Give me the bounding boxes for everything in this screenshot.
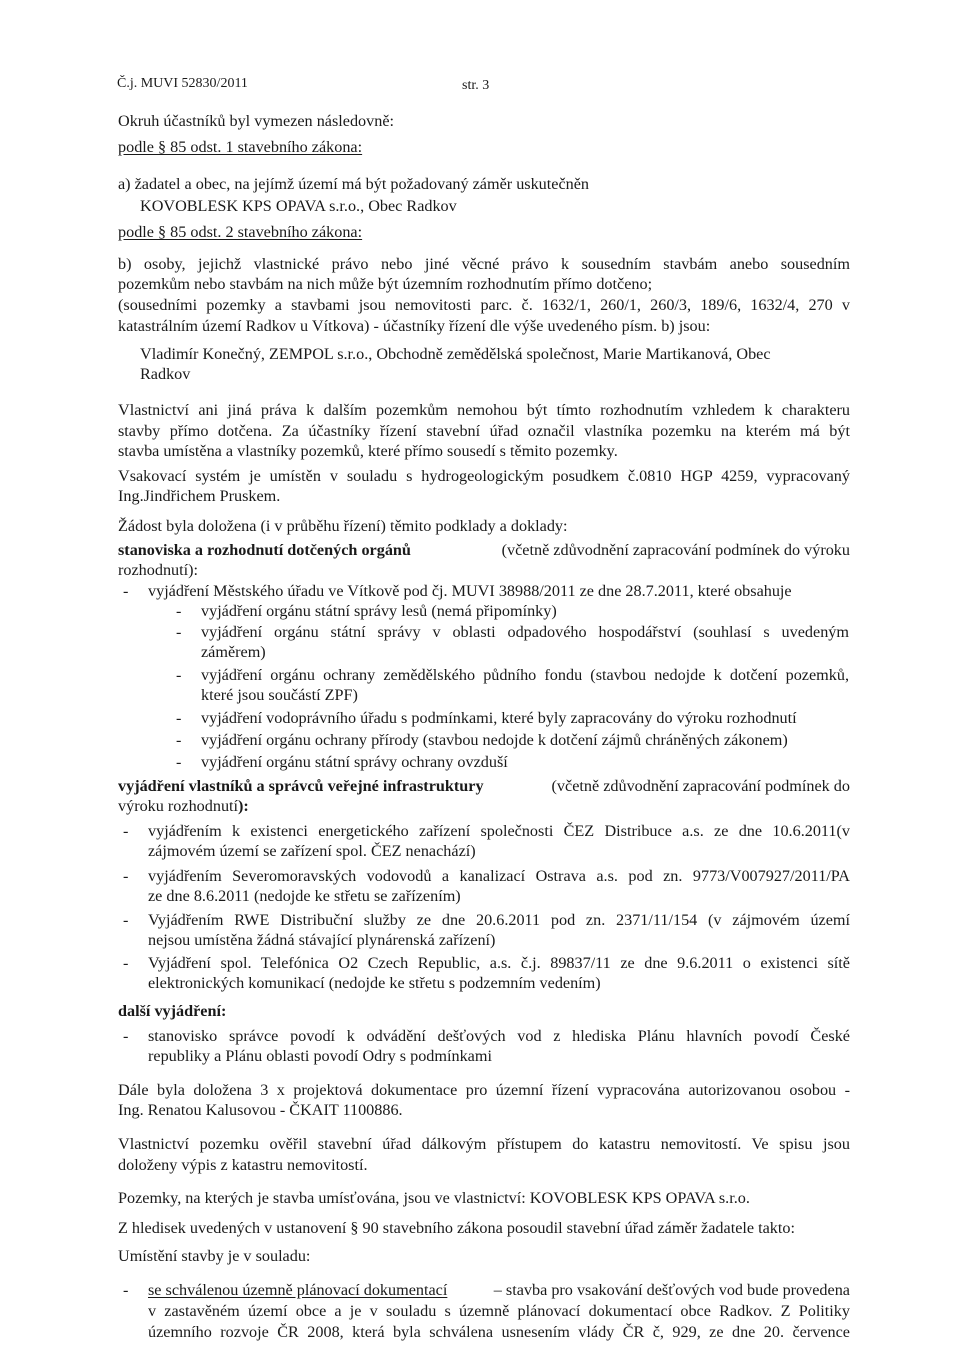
drainage-paragraph-line: Vsakovací systém je umístěn v souladu s hydrogeologickým posudkem č.0810 HGP 4259, vypracovaný [118,467,850,485]
section-b-line: katastrálním území Radkov u Vítkova) - účastníky řízení dle výše uvedeného písm. b) jsou: [118,317,711,335]
drainage-paragraph-line: Ing.Jindřichem Pruskem. [118,487,281,505]
bullet-dash: - [123,954,129,972]
bullet-dash: - [123,867,129,885]
infrastructure-item: zájmovém území se zařízení spol. ČEZ nenachází) [148,842,476,860]
section-b-parties: Radkov [140,365,191,383]
document-reference: Č.j. MUVI 52830/2011 [117,76,248,91]
bullet-dash: - [176,731,182,749]
infrastructure-rest-plain: výroku rozhodnutí [118,797,239,815]
stanoviska-sub-item: vyjádření orgánu státní správy lesů (nemá připomínky) [201,602,557,620]
intro-line: Okruh účastníků byl vymezen následovně: [118,112,395,130]
request-line: Žádost byla doložena (i v průběhu řízení) těmito podklady a doklady: [118,517,568,535]
other-item: stanovisko správce povodí k odvádění dešťových vod z hlediska Plánu hlavních povodí České [148,1027,850,1045]
bullet-dash: - [123,911,129,929]
stanoviska-sub-item: vyjádření orgánu ochrany zemědělského půdního fondu (stavbou nedojde k dotčení pozemků, [201,666,849,684]
plan-line [148,1280,850,1300]
section-a-line: a) žadatel a obec, na jejímž území má být požadovaný záměr uskutečněn [118,175,590,193]
assessment-line: Z hledisek uvedených v ustanovení § 90 stavebního zákona posoudil stavební úřad záměr žadatele takto: [118,1219,795,1237]
bullet-dash: - [176,709,182,727]
infrastructure-item: ze dne 8.6.2011 (nedojde ke střetu se zařízením) [148,887,461,905]
infrastructure-item: nejsou umístěna žádná stávající plynárenská zařízení) [148,931,496,949]
infrastructure-item: vyjádřením Severomoravských vodovodů a kanalizací Ostrava a.s. pod zn. 9773/V007927/2011/PA [148,867,850,885]
other-item: republiky a Plánu oblasti povodí Odry s podmínkami [148,1047,492,1065]
bullet-dash: - [176,602,182,620]
section-b-line: pozemkům nebo stavbám na nich může být územním rozhodnutím přímo dotčeno; [118,275,653,293]
infrastructure-bold: vyjádření vlastníků a správců veřejné infrastruktury [118,777,484,795]
infrastructure-rest: (včetně zdůvodnění zapracování podmínek do [551,777,850,795]
infrastructure-rest-bold: ): [238,797,249,815]
documentation-line: Dále byla doložena 3 x projektová dokumentace pro územní řízení vypracována autorizovanou osobou - [118,1081,850,1099]
section-b-line: (sousedními pozemky a stavbami jsou nemovitosti parc. č. 1632/1, 260/1, 260/3, 189/6, 1632/4, 270 v [118,296,850,314]
plan-rest: – stavba pro vsakování dešťových vod bude provedena [493,1281,850,1299]
infrastructure-item: elektronických komunikací (nedojde ke střetu s podzemním vedením) [148,974,601,992]
stanoviska-rest: (včetně zdůvodnění zapracování podmínek do výroku [501,541,850,559]
stanoviska-sub-item: které jsou součástí ZPF) [201,686,358,704]
infrastructure-item: vyjádřením k existenci energetického zařízení společnosti ČEZ Distribuce a.s. ze dne 10.6.2011(v [148,822,850,840]
section-a-heading: podle § 85 odst. 1 stavebního zákona: [118,138,363,156]
section-b-heading: podle § 85 odst. 2 stavebního zákona: [118,223,363,241]
stanoviska-sub-item: vyjádření orgánu ochrany přírody (stavbou nedojde k dotčení zájmů chráněných zákonem) [201,731,788,749]
bullet-dash: - [123,1027,129,1045]
placement-line: Umístění stavby je v souladu: [118,1247,311,1265]
infrastructure-item: Vyjádřením RWE Distribuční služby ze dne 20.6.2011 pod zn. 2371/11/154 (v zájmovém území [148,911,850,929]
infrastructure-heading [118,776,850,796]
stanoviska-heading-cont: rozhodnutí): [118,561,199,579]
ownership-paragraph-line: stavba umístěna a vlastníky pozemků, které přímo sousedí s těmito pozemky. [118,442,618,460]
ownership-paragraph-line: Vlastnictví ani jiná práva k dalším pozemkům nemohou být tímto rozhodnutím vzhledem k charakteru [118,401,850,419]
page-number: str. 3 [462,78,490,93]
bullet-dash: - [123,582,129,600]
owner-check-line: doloženy výpis z katastru nemovitostí. [118,1156,368,1174]
bullet-dash: - [123,1281,129,1299]
stanoviska-bold: stanoviska a rozhodnutí dotčených orgánů [118,541,411,559]
stanoviska-sub-item: vyjádření orgánu státní správy v oblasti odpadového hospodářství (souhlasí s uvedeným [201,623,849,641]
plan-line: územního rozvoje ČR 2008, která byla schválena usnesením vlády ČR č, 929, ze dne 20. července [148,1323,850,1341]
plan-underlined: se schválenou územně plánovací dokumentací [148,1281,448,1299]
section-a-parties: KOVOBLESK KPS OPAVA s.r.o., Obec Radkov [140,197,457,215]
infrastructure-item: Vyjádření spol. Telefónica O2 Czech Republic, a.s. č.j. 89837/11 ze dne 9.6.2011 o existenci sítě [148,954,850,972]
stanoviska-sub-item: záměrem) [201,643,266,661]
infrastructure-heading-cont [118,796,249,816]
bullet-dash: - [176,623,182,641]
section-b-parties: Vladimír Konečný, ZEMPOL s.r.o., Obchodně zemědělská společnost, Marie Martikanová, Obec [140,345,771,363]
bullet-dash: - [176,753,182,771]
stanoviska-sub-item: vyjádření vodoprávního úřadu s podmínkami, které byly zapracovány do výroku rozhodnutí [201,709,797,727]
stanoviska-sub-item: vyjádření orgánu státní správy ochrany ovzduší [201,753,508,771]
bullet-dash: - [123,822,129,840]
stanoviska-main-item: vyjádření Městského úřadu ve Vítkově pod čj. MUVI 38988/2011 ze dne 28.7.2011, které obsahuje [148,582,792,600]
other-heading: další vyjádření: [118,1002,227,1020]
stanoviska-heading [118,540,850,560]
plan-line: v zastavěném území obce a je v souladu s územně plánovací dokumentací obce Radkov. Z Politiky [148,1302,850,1320]
section-b-line: b) osoby, jejichž vlastnické právo nebo jiné věcné právo k sousedním stavbám anebo sousedním [118,255,850,273]
ownership-paragraph-line: stavby přímo dotčena. Za účastníky řízení stavební úřad označil vlastníka pozemku na kterém má být [118,422,850,440]
land-owner-line: Pozemky, na kterých je stavba umísťována, jsou ve vlastnictví: KOVOBLESK KPS OPAVA s.r.o. [118,1189,750,1207]
owner-check-line: Vlastnictví pozemku ověřil stavební úřad dálkovým přístupem do katastru nemovitostí. Ve spisu jsou [118,1135,850,1153]
documentation-line: Ing. Renatou Kalusovou - ČKAIT 1100886. [118,1101,403,1119]
bullet-dash: - [176,666,182,684]
